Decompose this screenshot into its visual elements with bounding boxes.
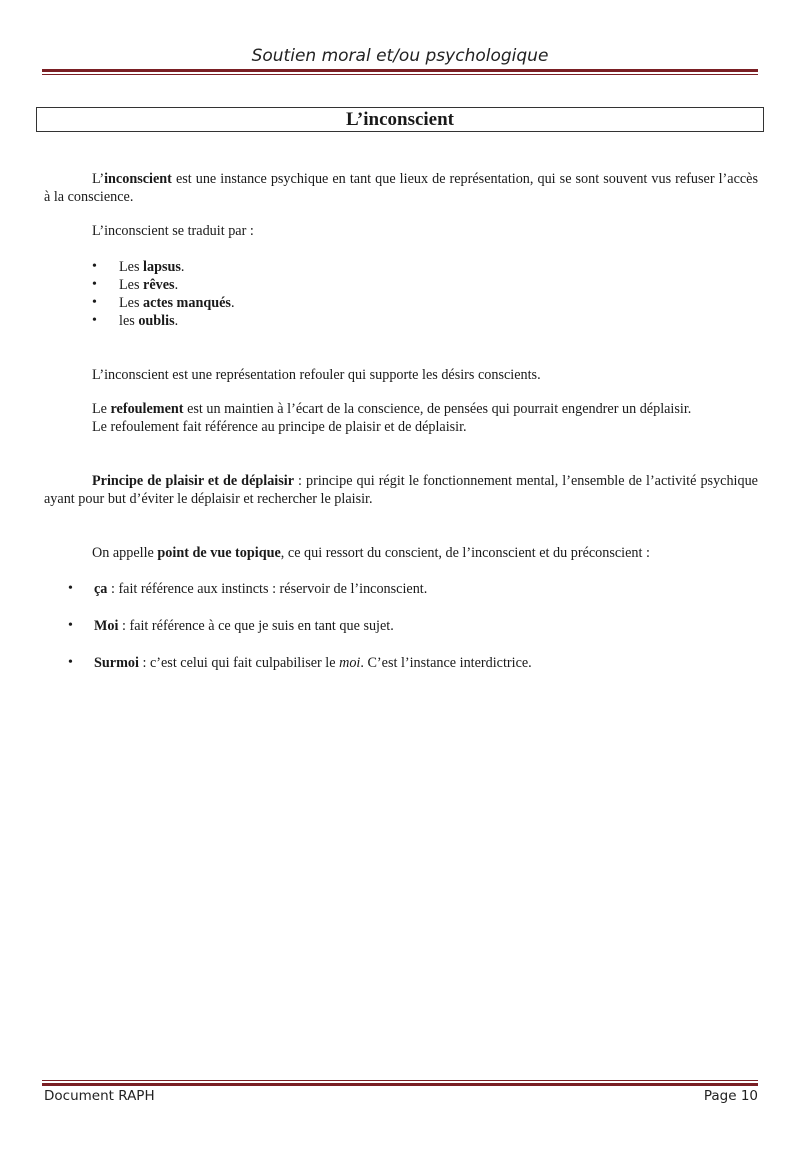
list-item: • ça : fait référence aux instincts : réservoir de l’inconscient. <box>44 580 758 598</box>
term-principe: Principe de plaisir et de déplaisir <box>92 473 294 489</box>
list-item: • Surmoi : c’est celui qui fait culpabiliser le moi. C’est l’instance interdictrice. <box>44 654 758 672</box>
list-item: • Les rêves. <box>44 276 758 294</box>
paragraph-intro-list: L’inconscient se traduit par : <box>92 223 254 239</box>
list-item: • Moi : fait référence à ce que je suis en tant que sujet. <box>44 617 758 635</box>
term-inconscient: inconscient <box>104 171 172 187</box>
term-refoulement: refoulement <box>110 401 184 417</box>
list-item: • Les lapsus. <box>44 258 758 276</box>
paragraph-definition <box>44 170 758 206</box>
list-item: • Les actes manqués. <box>44 294 758 312</box>
para1-text: est une instance psychique en tant que lieux de représentation, qui se sont souvent vus refuser l’accès à la conscience. <box>44 171 758 205</box>
paragraph-principe: Principe de plaisir et de déplaisir : principe qui régit le fonctionnement mental, l’ensemble de l’activité psychique ayant pour but d’éviter le déplaisir et rechercher le plaisir. <box>44 473 758 507</box>
document-body <box>44 170 758 672</box>
paragraph-representation: L’inconscient est une représentation refouler qui supporte les désirs conscients. <box>92 367 541 383</box>
manifestations-list <box>44 258 758 330</box>
list-item: • les oublis. <box>44 312 758 330</box>
footer-rule <box>42 1080 758 1086</box>
footer-page-number: Page 10 <box>703 1088 758 1104</box>
paragraph-topique: On appelle point de vue topique, ce qui ressort du conscient, de l’inconscient et du préconscient : <box>92 545 650 561</box>
para1-prefix: L’ <box>92 171 105 187</box>
page-header-title: Soutien moral et/ou psychologique <box>251 46 549 66</box>
topique-list <box>44 580 758 672</box>
section-title: L’inconscient <box>36 107 764 132</box>
header-rule <box>42 69 758 75</box>
term-topique: point de vue topique <box>157 545 281 561</box>
paragraph-refoulement: Le refoulement est un maintien à l’écart de la conscience, de pensées qui pourrait engendrer un déplaisir. Le refoulement fait référence au principe de plaisir et de déplaisir. <box>92 401 692 435</box>
footer-document-name: Document RAPH <box>44 1088 155 1104</box>
